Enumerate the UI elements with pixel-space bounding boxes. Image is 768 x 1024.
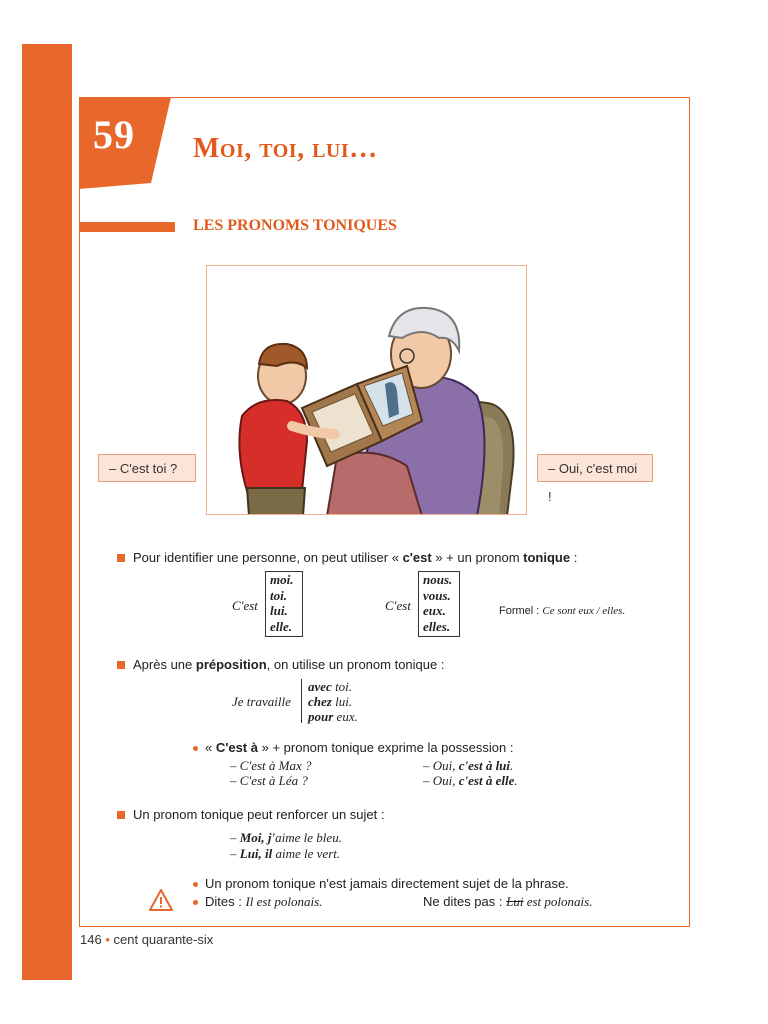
round-bullet <box>193 900 198 905</box>
warning-icon <box>149 889 173 911</box>
example-lui <box>230 846 340 862</box>
section1-intro <box>133 550 577 565</box>
answer-text: – Oui, <box>423 773 456 788</box>
intro-keyword: préposition <box>195 657 267 672</box>
pronoun: eux. <box>336 709 358 724</box>
lesson-number-tab <box>79 97 171 189</box>
prep-row <box>308 679 352 695</box>
bracket-line <box>301 679 302 723</box>
intro-keyword: tonique <box>523 550 571 565</box>
answer-elle <box>423 773 518 789</box>
square-bullet <box>117 661 125 669</box>
footer-bullet: • <box>105 932 110 947</box>
pronoun: lui. <box>335 694 353 709</box>
answer-lui <box>423 758 513 774</box>
plural-pronoun-box <box>418 571 460 637</box>
prep-row <box>308 694 352 710</box>
answer-text: – Oui, <box>423 758 456 773</box>
nedites-label: Ne dites pas : <box>423 894 503 909</box>
subtitle-rule <box>79 222 175 232</box>
je-travaille: Je travaille <box>232 694 291 709</box>
intro-text: Pour identifier une personne, on peut utiliser « <box>133 550 399 565</box>
page-number: 146 <box>80 932 102 947</box>
quote-mark: « <box>205 740 213 755</box>
pronoun: vous. <box>423 587 451 603</box>
warning-rule: Un pronom tonique n'est jamais directement sujet de la phrase. <box>205 876 569 891</box>
ne-dites-pas-example <box>423 894 592 910</box>
lesson-title: Moi, toi, lui… <box>193 133 378 164</box>
preposition: pour <box>308 709 334 724</box>
lesson-number: 59 <box>93 112 135 157</box>
formel-label: Formel : <box>499 605 540 617</box>
page-footer <box>80 932 213 947</box>
illustration <box>206 265 527 515</box>
dites-example <box>205 894 322 910</box>
cest-label-plural: C'est <box>385 598 411 613</box>
intro-text: , on utilise un pronom tonique : <box>266 657 445 672</box>
question-max: – C'est à Max ? <box>230 758 312 773</box>
speech-bubble-boy: – C'est toi ? <box>98 454 196 482</box>
example-text: aime le bleu. <box>275 830 342 845</box>
possession-rule <box>205 740 513 755</box>
square-bullet <box>117 554 125 562</box>
possession-text: » + pronom tonique exprime la possession : <box>261 740 514 755</box>
pronoun: elle. <box>270 618 293 634</box>
square-bullet <box>117 811 125 819</box>
formel-note <box>499 605 625 617</box>
struck-word: Lui <box>506 894 524 909</box>
example-keyword: Lui, il <box>239 846 273 861</box>
speech-bubble-grandma: – Oui, c'est moi ! <box>537 454 653 482</box>
dash: – <box>230 846 237 861</box>
preposition: chez <box>308 694 332 709</box>
example-text: aime le vert. <box>275 846 341 861</box>
intro-text: » + un pronom <box>435 550 520 565</box>
pronoun: nous. <box>423 572 453 587</box>
preposition: avec <box>308 679 332 694</box>
page-number-words: cent quarante-six <box>113 932 214 947</box>
answer-keyword: c'est à lui <box>458 758 511 773</box>
formel-text: Ce sont eux / elles. <box>542 605 626 617</box>
example-moi <box>230 830 342 846</box>
dash: – <box>230 830 237 845</box>
pronoun: toi. <box>335 679 353 694</box>
answer-text: . <box>510 758 514 773</box>
cest-label-singular: C'est <box>232 598 258 613</box>
side-color-bar <box>22 44 72 980</box>
pronoun: lui. <box>270 603 288 618</box>
round-bullet <box>193 882 198 887</box>
pronoun: toi. <box>270 587 287 603</box>
pronoun: eux. <box>423 603 446 618</box>
section2-intro <box>133 657 444 672</box>
answer-keyword: c'est à elle <box>458 773 515 788</box>
dites-label: Dites : <box>205 894 242 909</box>
nedites-text: est polonais. <box>526 894 593 909</box>
example-keyword: Moi, j' <box>239 830 276 845</box>
illustration-drawing <box>207 266 527 515</box>
round-bullet <box>193 746 198 751</box>
intro-text: Après une <box>133 657 193 672</box>
answer-text: . <box>514 773 518 788</box>
intro-keyword: c'est <box>402 550 432 565</box>
singular-pronoun-box <box>265 571 303 637</box>
question-lea: – C'est à Léa ? <box>230 773 308 788</box>
section3-intro: Un pronom tonique peut renforcer un sujet : <box>133 807 385 822</box>
pronoun: moi. <box>270 572 294 587</box>
prep-row <box>308 709 358 725</box>
possession-keyword: C'est à <box>215 740 258 755</box>
intro-text: : <box>573 550 578 565</box>
section-subtitle: LES PRONOMS TONIQUES <box>193 217 397 234</box>
pronoun: elles. <box>423 618 451 634</box>
dites-text: Il est polonais. <box>245 894 323 909</box>
